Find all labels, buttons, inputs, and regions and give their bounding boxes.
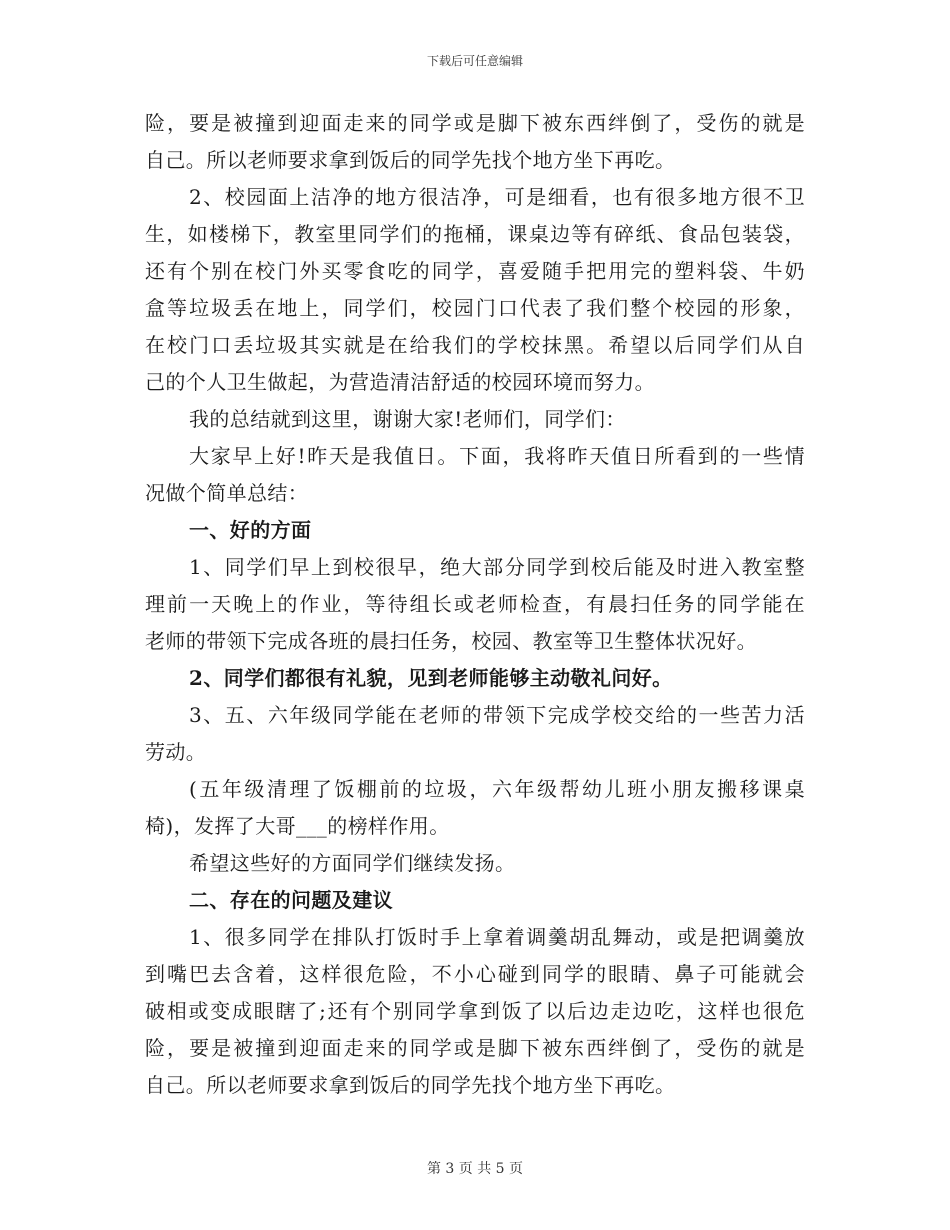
section-heading: 二、存在的问题及建议 bbox=[189, 888, 393, 912]
text-line: 希望这些好的方面同学们继续发扬。 bbox=[189, 851, 516, 875]
text-line: 3、五、六年级同学能在老师的带领下完成学校交给的一些苦力活 bbox=[189, 703, 805, 727]
paragraph bbox=[145, 771, 805, 845]
text-line: 我的总结就到这里，谢谢大家!老师们，同学们： bbox=[189, 407, 626, 431]
document-body bbox=[145, 105, 805, 1104]
page-header: 下载后可任意编辑 bbox=[426, 54, 523, 68]
text-line: 还有个别在校门外买零食吃的同学，喜爱随手把用完的塑料袋、牛奶 bbox=[145, 259, 805, 283]
text-line: 1、同学们早上到校很早，绝大部分同学到校后能及时进入教室整 bbox=[189, 555, 805, 579]
text-line: (五年级清理了饭棚前的垃圾，六年级帮幼儿班小朋友搬移课桌 bbox=[189, 777, 805, 801]
text-line: 破相或变成眼瞎了;还有个别同学拿到饭了以后边走边吃，这样也很危 bbox=[145, 999, 805, 1023]
paragraph bbox=[145, 660, 805, 697]
paragraph bbox=[145, 105, 805, 179]
paragraph bbox=[145, 549, 805, 660]
text-line: 劳动。 bbox=[145, 740, 207, 764]
section-heading: 2、同学们都很有礼貌，见到老师能够主动敬礼问好。 bbox=[189, 666, 673, 690]
paragraph bbox=[145, 401, 805, 438]
page-footer: 第 3 页 共 5 页 bbox=[426, 1161, 524, 1177]
text-line: 生，如楼梯下，教室里同学们的拖桶，课桌边等有碎纸、食品包装袋， bbox=[145, 222, 805, 246]
paragraph bbox=[145, 882, 805, 919]
text-line: 在校门口丢垃圾其实就是在给我们的学校抹黑。希望以后同学们从自 bbox=[145, 333, 805, 357]
text-line: 险，要是被撞到迎面走来的同学或是脚下被东西绊倒了，受伤的就是 bbox=[145, 111, 805, 135]
paragraph bbox=[145, 919, 805, 1104]
text-line: 理前一天晚上的作业，等待组长或老师检查，有晨扫任务的同学能在 bbox=[145, 592, 805, 616]
text-line: 到嘴巴去含着，这样很危险，不小心碰到同学的眼睛、鼻子可能就会 bbox=[145, 962, 805, 986]
text-line: 1、很多同学在排队打饭时手上拿着调羹胡乱舞动，或是把调羹放 bbox=[189, 925, 805, 949]
section-heading: 一、好的方面 bbox=[189, 518, 312, 542]
text-line: 险，要是被撞到迎面走来的同学或是脚下被东西绊倒了，受伤的就是 bbox=[145, 1036, 805, 1060]
paragraph bbox=[145, 438, 805, 512]
paragraph bbox=[145, 179, 805, 401]
paragraph bbox=[145, 845, 805, 882]
text-line: 椅)，发挥了大哥___的榜样作用。 bbox=[145, 814, 450, 838]
text-line: 自己。所以老师要求拿到饭后的同学先找个地方坐下再吃。 bbox=[145, 148, 676, 172]
paragraph bbox=[145, 512, 805, 549]
text-line: 2、校园面上洁净的地方很洁净，可是细看，也有很多地方很不卫 bbox=[189, 185, 805, 209]
text-line: 老师的带领下完成各班的晨扫任务，校园、教室等卫生整体状况好。 bbox=[145, 629, 757, 653]
text-line: 大家早上好!昨天是我值日。下面，我将昨天值日所看到的一些情 bbox=[189, 444, 805, 468]
text-line: 况做个简单总结： bbox=[145, 481, 309, 505]
paragraph bbox=[145, 697, 805, 771]
text-line: 己的个人卫生做起，为营造清洁舒适的校园环境而努力。 bbox=[145, 370, 655, 394]
text-line: 盒等垃圾丢在地上，同学们，校园门口代表了我们整个校园的形象， bbox=[145, 296, 805, 320]
text-line: 自己。所以老师要求拿到饭后的同学先找个地方坐下再吃。 bbox=[145, 1073, 676, 1097]
